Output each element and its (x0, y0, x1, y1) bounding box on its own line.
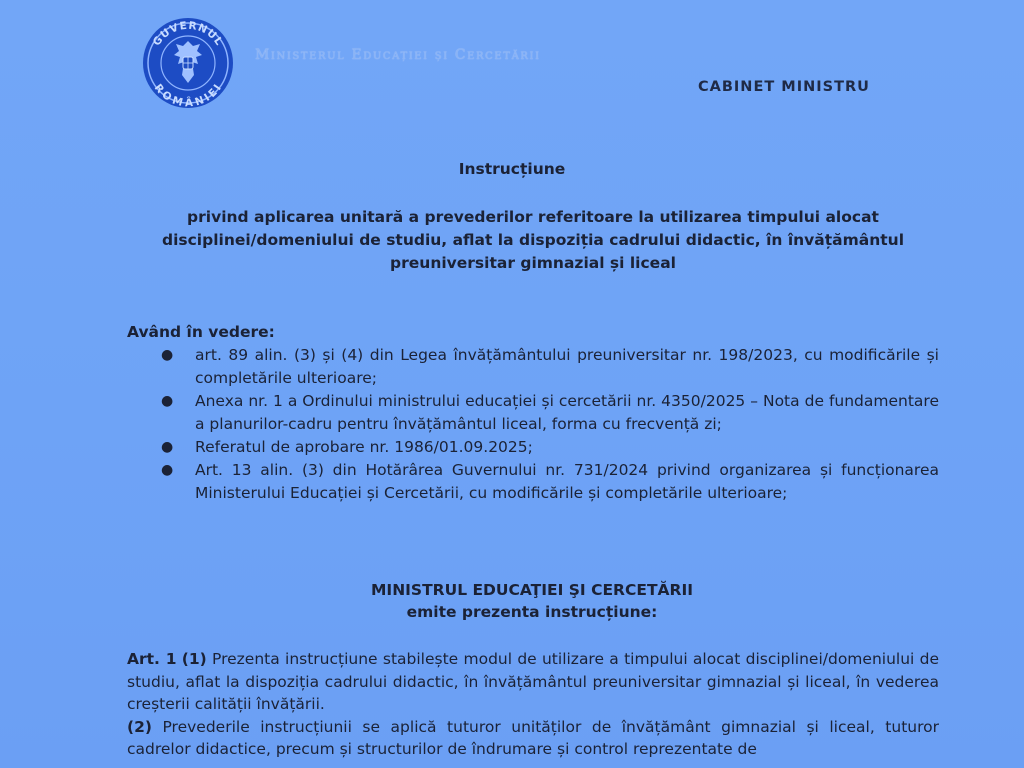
considerations-list (127, 344, 939, 505)
cabinet-label: CABINET MINISTRU (698, 79, 870, 95)
article-label: Art. 1 (127, 650, 177, 668)
considerations-heading: Având în vedere: (127, 323, 275, 341)
issuer-name: MINISTRUL EDUCAŢIEI ŞI CERCETĂRII (371, 581, 693, 599)
bullet-icon: ● (161, 393, 174, 409)
list-item-text: Anexa nr. 1 a Ordinului ministrului educației și cercetării nr. 4350/2025 – Nota de fundamentare a planurilor-cadru pentru învățământul liceal, forma cu frecvență zi; (195, 392, 939, 433)
article-1 (127, 648, 939, 761)
bullet-icon: ● (161, 462, 174, 478)
document-title: Instrucțiune (458, 160, 566, 178)
issuer-action: emite prezenta instrucțiune: (406, 603, 658, 621)
list-item (127, 436, 939, 459)
government-seal-logo (142, 17, 234, 109)
list-item-text: art. 89 alin. (3) și (4) din Legea învățământului preuniversitar nr. 198/2023, cu modificările și completările ulterioare; (195, 346, 939, 387)
article-1-paragraph-2 (127, 716, 939, 761)
issuer-block (0, 579, 1024, 623)
bullet-icon: ● (161, 347, 174, 363)
paragraph-number: (1) (181, 650, 207, 668)
list-item-text: Art. 13 alin. (3) din Hotărârea Guvernului nr. 731/2024 privind organizarea și funcționarea Ministerului Educației și Cercetării, cu modificările și completările ulterioare; (195, 461, 939, 502)
paragraph-text: Prevederile instrucțiunii se aplică tuturor unităților de învățământ gimnazial și liceal, tuturor cadrelor didactice, precum și structurilor de îndrumare și control reprezentate de (127, 717, 939, 758)
bullet-icon: ● (161, 439, 174, 455)
ministry-name: Ministerul Educației și Cercetării (255, 47, 541, 63)
list-item (127, 459, 939, 505)
svg-text:GUVERNUL: GUVERNUL (150, 19, 226, 49)
list-item (127, 344, 939, 390)
article-1-paragraph-1 (127, 648, 939, 716)
list-item-text: Referatul de aprobare nr. 1986/01.09.2025; (195, 438, 533, 456)
paragraph-text: Prezenta instrucțiune stabilește modul de utilizare a timpului alocat disciplinei/domeniului de studiu, aflat la dispoziția cadrului didactic, în învățământul preuniversitar gimnazial și liceal, în vederea creșterii calității învățării. (127, 650, 939, 713)
document-subtitle: privind aplicarea unitară a prevederilor referitoare la utilizarea timpului alocat disciplinei/domeniului de studiu, aflat la dispoziția cadrului didactic, în învățământul preuniversitar gimnazial și liceal (161, 208, 905, 272)
list-item (127, 390, 939, 436)
paragraph-number: (2) (127, 717, 152, 736)
svg-text:ROMÂNIEI: ROMÂNIEI (151, 81, 225, 109)
